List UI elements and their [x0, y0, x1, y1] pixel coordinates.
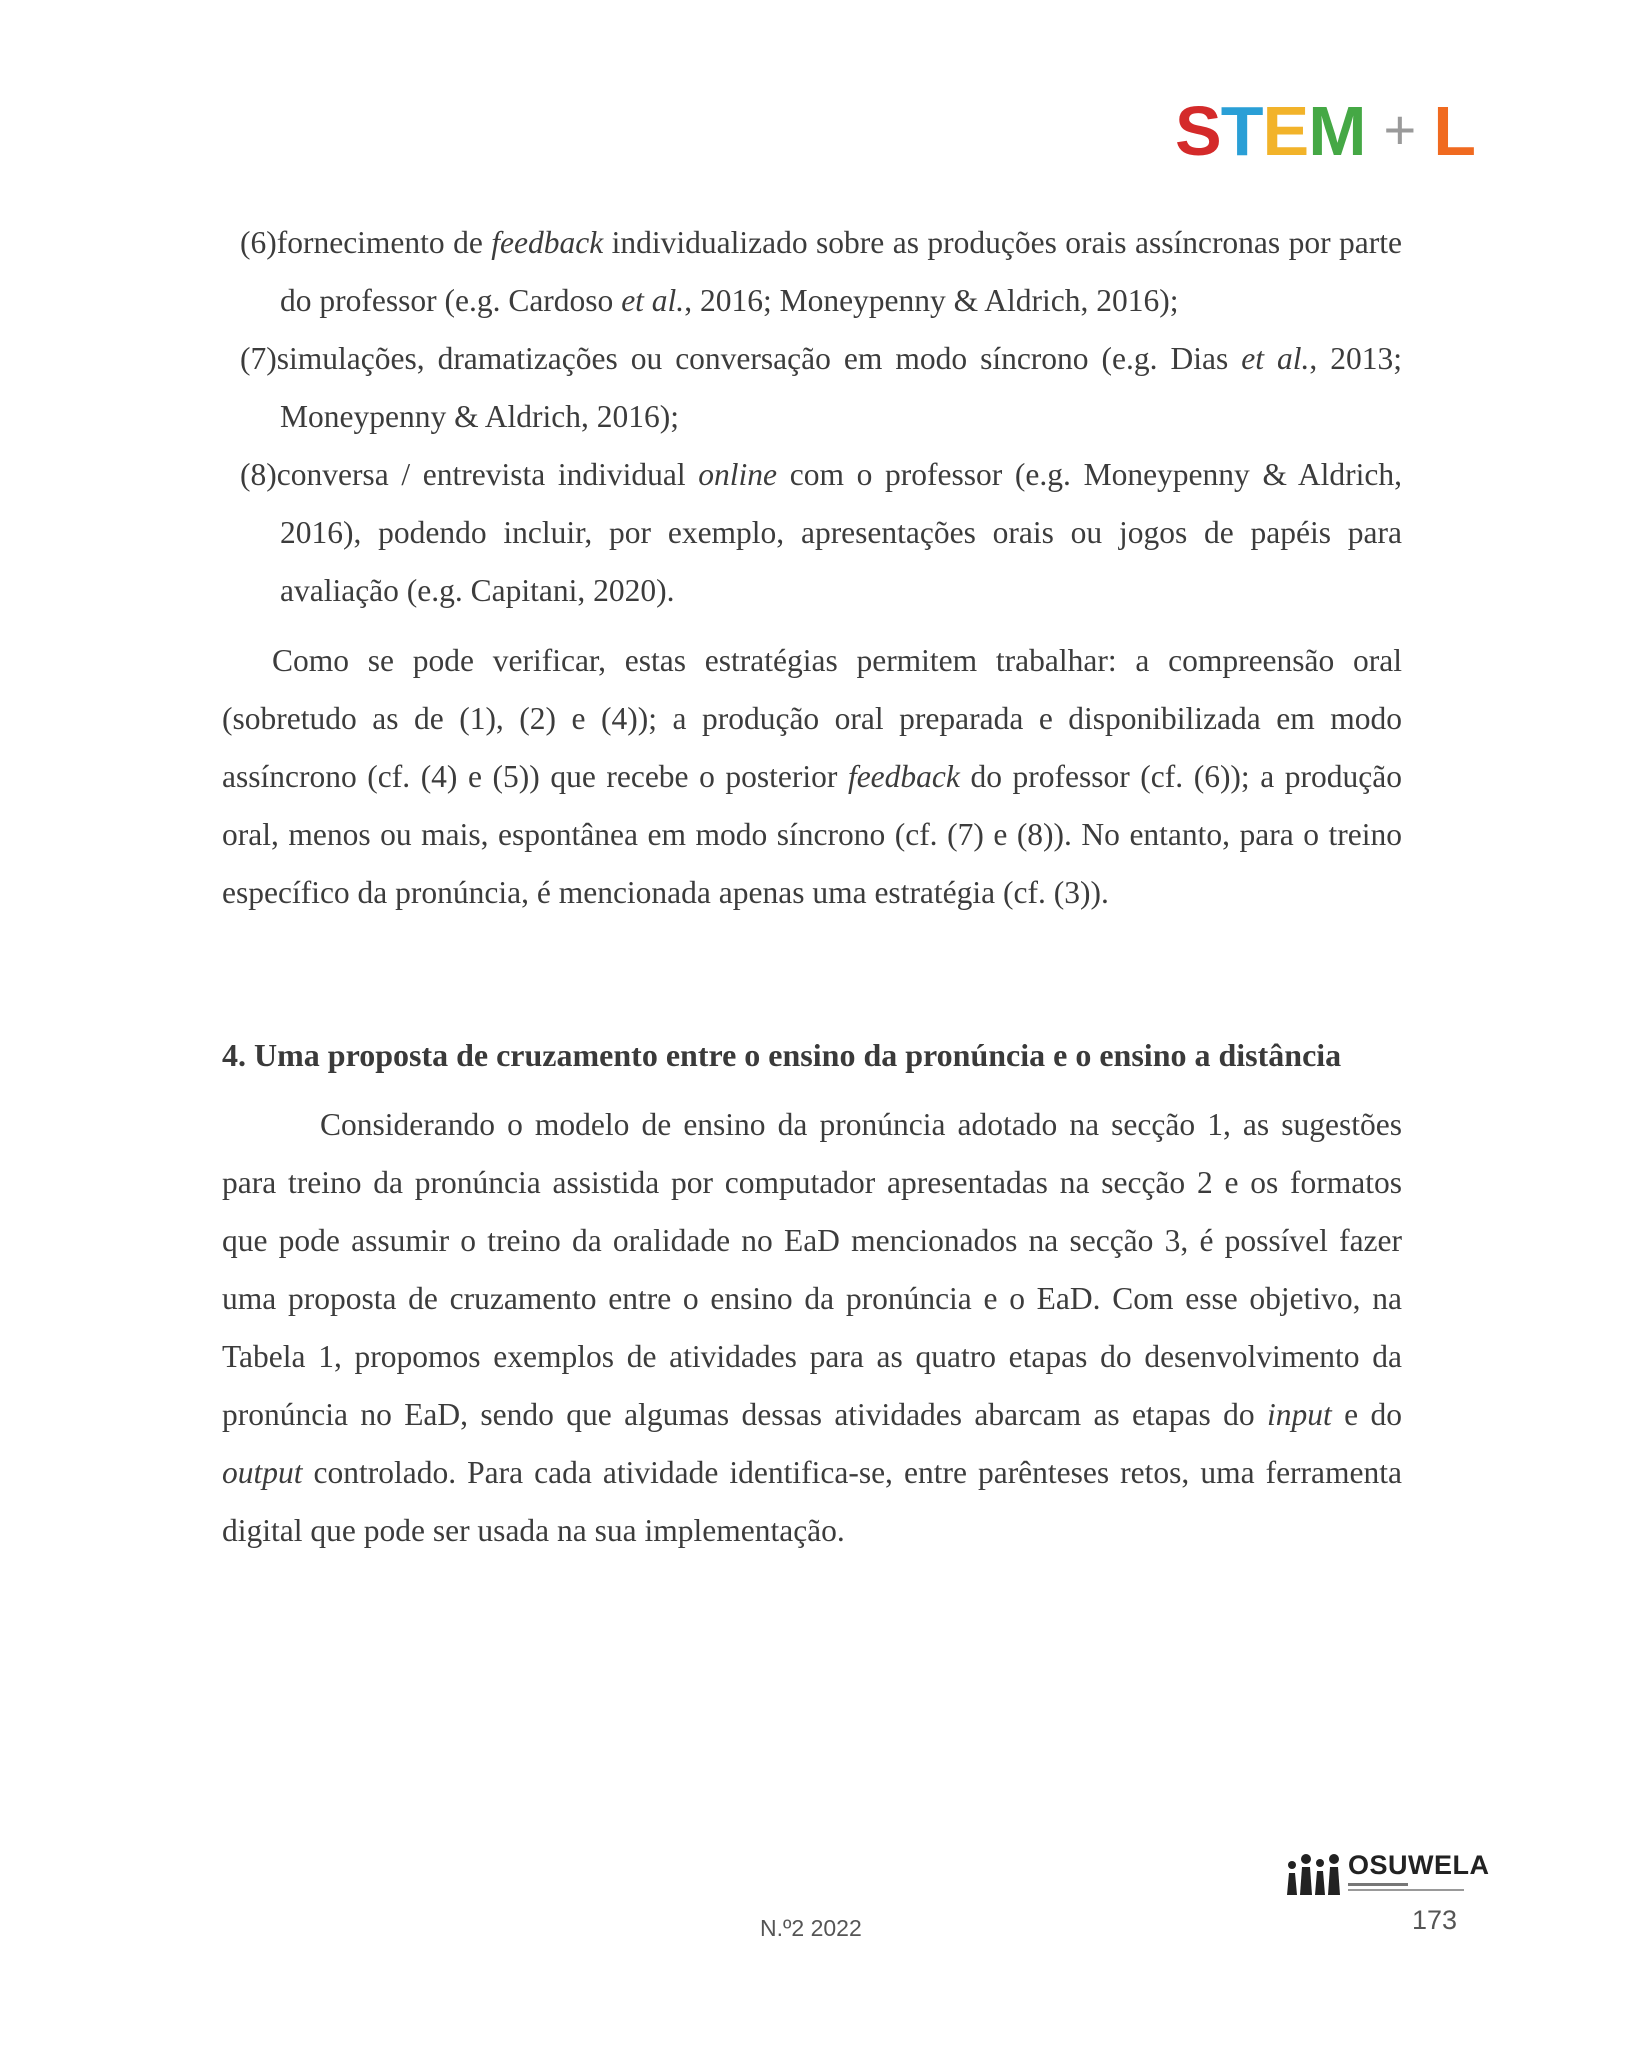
logo-letter-l: L [1433, 92, 1475, 170]
list-item-text: fornecimento de [276, 225, 492, 260]
strategy-list [222, 214, 1402, 620]
paragraph-text: controlado. Para cada atividade identifica-se, entre parênteses retos, uma ferramenta digital que pode ser usada na sua implementação. [222, 1455, 1402, 1548]
list-item-text: individualizado sobre as produções orais assíncronas por parte do professor (e.g. Cardoso [280, 225, 1402, 318]
logo-letter-s: S [1175, 92, 1221, 170]
list-item-text: , 2016; Moneypenny & Aldrich, 2016); [684, 283, 1179, 318]
paragraph-text: e do [1331, 1397, 1402, 1432]
list-item-text: conversa / entrevista individual [276, 457, 699, 492]
issue-label: N.º2 2022 [760, 1915, 862, 1941]
paragraph-italic-text: feedback [847, 759, 960, 794]
list-item-text: com o professor (e.g. Moneypenny & Aldrich, 2016), podendo incluir, por exemplo, apresentações orais ou jogos de papéis para avaliação (e.g. Capitani, 2020). [280, 457, 1402, 608]
list-item-italic-text: feedback [491, 225, 604, 260]
body-paragraph-2 [222, 1096, 1402, 1560]
list-marker: (6) [240, 225, 277, 260]
brand-tagline-decoration [1348, 1882, 1464, 1894]
brand-name: OSUWELA [1348, 1850, 1490, 1880]
list-item [222, 214, 1402, 330]
page-content [222, 214, 1402, 1560]
body-paragraph-1 [222, 632, 1402, 922]
list-item [222, 330, 1402, 446]
list-item-text: , 2013; Moneypenny & Aldrich, 2016); [280, 341, 1402, 434]
logo-plus: + [1383, 98, 1416, 161]
logo-letter-m: M [1308, 92, 1366, 170]
list-item-text: simulações, dramatizações ou conversação em modo síncrono (e.g. Dias [276, 341, 1242, 376]
list-item-italic-text: et al. [621, 283, 685, 318]
paragraph-italic-text: output [222, 1455, 303, 1490]
list-marker: (7) [240, 341, 277, 376]
paragraph-text: do professor (cf. (6)); a produção oral, menos ou mais, espontânea em modo síncrono (cf. (7) e (8)). No entanto, para o treino específico da pronúncia, é mencionada apenas uma estratégia (cf. (3)). [222, 759, 1402, 910]
stem-l-logo [1175, 92, 1475, 170]
logo-letter-t: T [1220, 92, 1263, 170]
logo-letter-e: E [1262, 92, 1309, 170]
paragraph-italic-text: input [1267, 1397, 1332, 1432]
paragraph-text: Considerando o modelo de ensino da pronúncia adotado na secção 1, as sugestões para treino da pronúncia assistida por computador apresentadas na secção 2 e os formatos que pode assumir o treino da oralidade no EaD mencionados na secção 3, é possível fazer uma proposta de cruzamento entre o ensino da pronúncia e o EaD. Com esse objetivo, na Tabela 1, propomos exemplos de atividades para as quatro etapas do desenvolvimento da pronúncia no EaD, sendo que algumas dessas atividades abarcam as etapas do [222, 1107, 1402, 1432]
list-item-italic-text: et al. [1241, 341, 1310, 376]
list-item-italic-text: online [698, 457, 778, 492]
paragraph-text: Como se pode verificar, estas estratégias permitem trabalhar: a compreensão oral (sobretudo as de (1), (2) e (4)); a produção oral preparada e disponibilizada em modo assíncrono (cf. (4) e (5)) que recebe o posterior [222, 643, 1402, 794]
list-item [222, 446, 1402, 620]
list-marker: (8) [240, 457, 277, 492]
page-number: 173 [1411, 1905, 1457, 1935]
section-heading: 4. Uma proposta de cruzamento entre o ensino da pronúncia e o ensino a distância [222, 1037, 1342, 1073]
